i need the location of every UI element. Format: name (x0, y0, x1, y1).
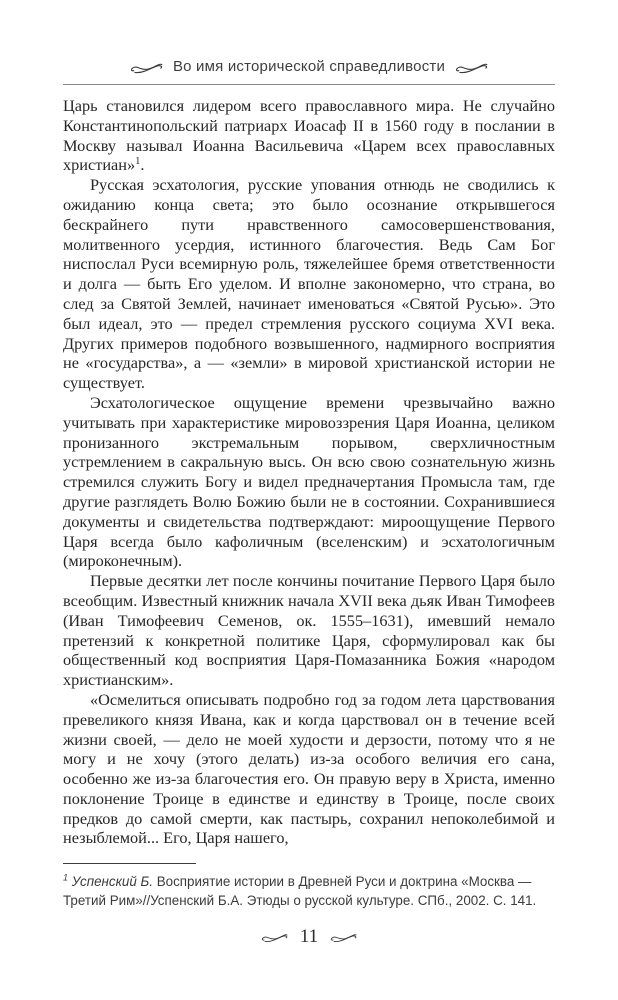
paragraph (63, 96, 555, 175)
paragraph-text: Царь становился лидером всего православного мира. Не случайно Константинопольский патриарх Иоасаф II в 1560 году в послании в Москву называл Иоанна Васильевича «Царем всех православных христиан» (63, 96, 555, 175)
page-number: 11 (299, 926, 319, 947)
running-header-row (63, 58, 555, 85)
paragraph: Русская эсхатология, русские упования отнюдь не сводились к ожиданию конца света; это было осознание открывшегося бескрайнего пути нравственного самосовершенствования, молитвенного усердия, истинного благочестия. Ведь Сам Бог ниспослал Руси всемирную роль, тяжелейшее бремя ответственности и долга — быть Его уделом. И вполне закономерно, что страна, во след за Святой Землей, начинает именоваться «Святой Русью». Это был идеал, это — предел стремления русского социума XVI века. Других примеров подобного возвышенного, надмирного восприятия не «государства», а — «земли» в мировой христианской истории не существует. (63, 175, 555, 393)
swash-ornament-icon (130, 60, 163, 74)
swash-ornament-icon (261, 931, 288, 943)
swash-ornament-icon (330, 931, 357, 943)
footnote-area (63, 863, 555, 910)
page-body (63, 96, 555, 848)
chapter-title: Во имя исторической справедливости (172, 58, 446, 75)
page-footer (63, 926, 555, 948)
footnote-text: Восприятие истории в Древней Руси и доктрина «Москва — Третий Рим»//Успенский Б.А. Этюды о русской культуре. СПб., 2002. С. 141. (63, 874, 537, 908)
paragraph: Эсхатологическое ощущение времени чрезвычайно важно учитывать при характеристике мировоззрения Царя Иоанна, целиком пронизанного экстремальным порывом, сверхличностным устремлением в сакральную высь. Он всю свою сознательную жизнь стремился служить Богу и видел предначертания Промысла там, где другие разглядеть Волю Божию были не в состоянии. Сохранившиеся документы и свидетельства подтверждают: мироощущение Первого Царя всегда было кафоличным (вселенским) и эсхатологичным (мироконечным). (63, 392, 555, 571)
running-header (63, 58, 555, 85)
footnote-marker: 1 (63, 872, 69, 883)
footnote (63, 872, 555, 910)
paragraph-text: . (140, 155, 145, 175)
paragraph: «Осмелиться описывать подробно год за годом лета царствования превеликого князя Ивана, как и когда царствовал он в течение всей жизни своей, — дело не моей худости и дерзости, потому что я не могу и не хочу (этого делать) из-за особого величия его сана, особенно же из-за благочестия его. Он правую веру в Христа, именно поклонение Троице в единстве и единству в Троице, после своих предков до самой смерти, как пастырь, сохранил непоколебимой и незыблемой... Его, Царя нашего, (63, 689, 555, 848)
swash-ornament-icon (455, 60, 488, 74)
paragraph: Первые десятки лет после кончины почитание Первого Царя было всеобщим. Известный книжник начала XVII века дьяк Иван Тимофеев (Иван Тимофеевич Семенов, ок. 1555–1631), имевший немало претензий к конкретной политике Царя, сформулировал как бы общественный код восприятия Царя-Помазанника Божия «народом христианским». (63, 571, 555, 690)
footnote-reference: 1 (135, 156, 141, 168)
footnote-divider (63, 863, 196, 864)
footnote-author: Успенский Б. (71, 874, 153, 889)
